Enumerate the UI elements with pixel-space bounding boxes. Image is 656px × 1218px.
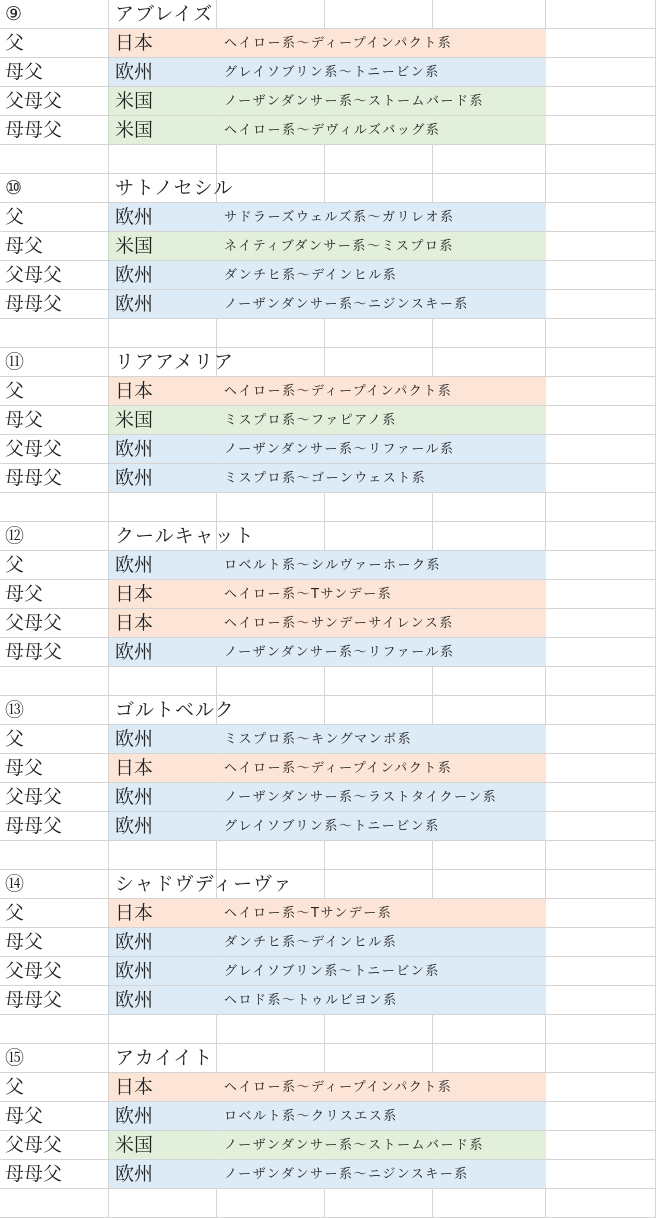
cell[interactable] — [109, 319, 217, 348]
cell[interactable] — [433, 493, 546, 522]
sire-line-text: ノーザンダンサー系～ストームバード系 — [224, 94, 484, 109]
horse-number: ⑩ — [5, 177, 23, 199]
pedigree-label-cell[interactable] — [0, 754, 109, 783]
pedigree-label: 父母父 — [5, 264, 63, 286]
cell[interactable] — [546, 319, 656, 348]
sire-line-text: ネイティブダンサー系～ミスプロ系 — [224, 239, 454, 254]
blank-row — [0, 1189, 656, 1218]
cell[interactable] — [433, 870, 546, 899]
sire-line-text: グレイソブリン系～トニービン系 — [224, 65, 440, 80]
pedigree-label: 母母父 — [5, 467, 63, 489]
cell[interactable] — [433, 841, 546, 870]
pedigree-row — [0, 638, 656, 667]
horse-number-cell[interactable] — [0, 1044, 109, 1073]
pedigree-label: 父 — [5, 902, 25, 924]
cell[interactable] — [546, 638, 656, 667]
pedigree-label-cell[interactable] — [0, 1160, 109, 1189]
cell[interactable] — [325, 696, 433, 725]
pedigree-label-cell[interactable] — [0, 29, 109, 58]
region-label: 日本 — [115, 902, 154, 924]
cell[interactable] — [546, 899, 656, 928]
pedigree-label-cell[interactable] — [0, 1131, 109, 1160]
region-label: 欧州 — [115, 1105, 154, 1127]
sire-line-text: ノーザンダンサー系～ラストタイクーン系 — [224, 790, 498, 805]
pedigree-label-cell[interactable] — [0, 812, 109, 841]
sire-line-text: ヘイロー系～ディープインパクト系 — [224, 1080, 453, 1095]
pedigree-label-cell[interactable] — [0, 551, 109, 580]
pedigree-label-cell[interactable] — [0, 464, 109, 493]
region-fill-cell[interactable] — [433, 812, 546, 841]
pedigree-label: 父 — [5, 728, 25, 750]
pedigree-row — [0, 812, 656, 841]
cell[interactable] — [325, 1044, 433, 1073]
sire-line-text: ノーザンダンサー系～ニジンスキー系 — [224, 1167, 469, 1182]
pedigree-label-cell[interactable] — [0, 203, 109, 232]
cell[interactable] — [546, 725, 656, 754]
sire-line-text: ノーザンダンサー系～リファール系 — [224, 442, 455, 457]
region-label: 欧州 — [115, 438, 154, 460]
sire-line-text: ヘイロー系～Tサンデー系 — [224, 906, 393, 921]
horse-title-row — [0, 696, 656, 725]
cell[interactable] — [109, 493, 217, 522]
region-label: 欧州 — [115, 61, 154, 83]
cell[interactable] — [433, 174, 546, 203]
pedigree-label: 母母父 — [5, 641, 63, 663]
cell[interactable] — [0, 1015, 109, 1044]
pedigree-label: 母母父 — [5, 1163, 63, 1185]
cell[interactable] — [546, 493, 656, 522]
pedigree-label: 母父 — [5, 931, 44, 953]
cell[interactable] — [0, 841, 109, 870]
pedigree-row — [0, 29, 656, 58]
pedigree-row — [0, 290, 656, 319]
region-label: 米国 — [115, 235, 154, 257]
cell[interactable] — [433, 1015, 546, 1044]
cell[interactable] — [546, 1073, 656, 1102]
cell[interactable] — [546, 870, 656, 899]
cell[interactable] — [546, 145, 656, 174]
cell[interactable] — [546, 232, 656, 261]
pedigree-label: 母母父 — [5, 989, 63, 1011]
cell[interactable] — [217, 841, 325, 870]
cell[interactable] — [217, 319, 325, 348]
pedigree-row — [0, 580, 656, 609]
region-fill-cell[interactable] — [433, 406, 546, 435]
region-label: 米国 — [115, 90, 154, 112]
horse-title-row — [0, 348, 656, 377]
horse-number-cell[interactable] — [0, 696, 109, 725]
cell[interactable] — [546, 58, 656, 87]
cell[interactable] — [546, 406, 656, 435]
region-label: 日本 — [115, 757, 154, 779]
region-label: 欧州 — [115, 554, 154, 576]
region-label: 欧州 — [115, 264, 154, 286]
cell[interactable] — [433, 667, 546, 696]
cell[interactable] — [109, 1015, 217, 1044]
pedigree-row — [0, 754, 656, 783]
pedigree-row — [0, 783, 656, 812]
cell[interactable] — [325, 1189, 433, 1218]
region-fill-cell[interactable] — [433, 986, 546, 1015]
cell[interactable] — [109, 1189, 217, 1218]
cell[interactable] — [325, 841, 433, 870]
region-label: 日本 — [115, 1076, 154, 1098]
sire-line-text: ヘイロー系～サンデーサイレンス系 — [224, 616, 454, 631]
sire-line-text: ヘイロー系～Tサンデー系 — [224, 587, 393, 602]
cell[interactable] — [433, 1189, 546, 1218]
pedigree-label-cell[interactable] — [0, 609, 109, 638]
pedigree-label-cell[interactable] — [0, 58, 109, 87]
cell[interactable] — [433, 696, 546, 725]
region-label: 欧州 — [115, 728, 154, 750]
cell[interactable] — [546, 348, 656, 377]
cell[interactable] — [546, 928, 656, 957]
pedigree-label: 母母父 — [5, 293, 63, 315]
horse-name: アブレイズ — [115, 3, 214, 25]
region-fill-cell[interactable] — [433, 928, 546, 957]
cell[interactable] — [546, 957, 656, 986]
pedigree-label-cell[interactable] — [0, 580, 109, 609]
sire-line-text: ノーザンダンサー系～ストームバード系 — [224, 1138, 484, 1153]
pedigree-row — [0, 551, 656, 580]
pedigree-label-cell[interactable] — [0, 928, 109, 957]
cell[interactable] — [217, 667, 325, 696]
horse-name: サトノセシル — [115, 177, 234, 199]
pedigree-label: 父母父 — [5, 438, 63, 460]
horse-title-row — [0, 174, 656, 203]
pedigree-label: 父 — [5, 380, 25, 402]
pedigree-row — [0, 261, 656, 290]
pedigree-label: 母父 — [5, 1105, 44, 1127]
region-label: 欧州 — [115, 1163, 154, 1185]
pedigree-label-cell[interactable] — [0, 377, 109, 406]
sire-line-text: ミスプロ系～ゴーンウェスト系 — [224, 471, 427, 486]
horse-number-cell[interactable] — [0, 0, 109, 29]
region-label: 欧州 — [115, 989, 154, 1011]
region-label: 欧州 — [115, 641, 154, 663]
pedigree-row — [0, 928, 656, 957]
pedigree-row — [0, 899, 656, 928]
region-fill-cell[interactable] — [433, 1102, 546, 1131]
region-label: 日本 — [115, 380, 154, 402]
region-label: 米国 — [115, 119, 154, 141]
pedigree-label-cell[interactable] — [0, 638, 109, 667]
region-fill-cell[interactable] — [433, 464, 546, 493]
pedigree-label-cell[interactable] — [0, 1073, 109, 1102]
horse-name: アカイイト — [115, 1047, 214, 1069]
cell[interactable] — [546, 290, 656, 319]
cell[interactable] — [325, 0, 433, 29]
cell[interactable] — [546, 986, 656, 1015]
pedigree-label-cell[interactable] — [0, 783, 109, 812]
horse-number: ⑪ — [5, 351, 25, 373]
region-label: 欧州 — [115, 467, 154, 489]
cell[interactable] — [546, 435, 656, 464]
sire-line-text: ノーザンダンサー系～リファール系 — [224, 645, 455, 660]
cell[interactable] — [546, 377, 656, 406]
pedigree-label: 母母父 — [5, 119, 63, 141]
region-fill-cell[interactable] — [433, 116, 546, 145]
pedigree-row — [0, 957, 656, 986]
region-fill-cell[interactable] — [433, 261, 546, 290]
sire-line-text: ミスプロ系～キングマンボ系 — [224, 732, 413, 747]
region-fill-cell[interactable] — [433, 725, 546, 754]
pedigree-label: 母父 — [5, 61, 44, 83]
horse-number: ⑭ — [5, 873, 25, 895]
pedigree-label: 母父 — [5, 409, 44, 431]
horse-title-row — [0, 0, 656, 29]
pedigree-label-cell[interactable] — [0, 116, 109, 145]
cell[interactable] — [325, 522, 433, 551]
pedigree-row — [0, 1073, 656, 1102]
cell[interactable] — [217, 493, 325, 522]
cell[interactable] — [433, 145, 546, 174]
blank-row — [0, 841, 656, 870]
sire-line-text: ヘロド系～トゥルビヨン系 — [224, 993, 398, 1008]
cell[interactable] — [546, 1131, 656, 1160]
pedigree-label-cell[interactable] — [0, 1102, 109, 1131]
cell[interactable] — [325, 667, 433, 696]
pedigree-row — [0, 435, 656, 464]
cell[interactable] — [433, 522, 546, 551]
cell[interactable] — [546, 1102, 656, 1131]
pedigree-label-cell[interactable] — [0, 986, 109, 1015]
pedigree-row — [0, 725, 656, 754]
cell[interactable] — [109, 145, 217, 174]
region-label: 欧州 — [115, 931, 154, 953]
pedigree-label-cell[interactable] — [0, 261, 109, 290]
sire-line-text: ヘイロー系～ディープインパクト系 — [224, 384, 453, 399]
sire-line-text: サドラーズウェルズ系～ガリレオ系 — [224, 210, 455, 225]
pedigree-label: 父母父 — [5, 90, 63, 112]
horse-name: ゴルトベルク — [115, 699, 235, 721]
cell[interactable] — [217, 145, 325, 174]
cell[interactable] — [325, 493, 433, 522]
pedigree-label-cell[interactable] — [0, 290, 109, 319]
region-fill-cell[interactable] — [433, 551, 546, 580]
horse-number: ⑬ — [5, 699, 25, 721]
cell[interactable] — [109, 841, 217, 870]
horse-name: リアアメリア — [115, 351, 234, 373]
cell[interactable] — [0, 145, 109, 174]
blank-row — [0, 1015, 656, 1044]
pedigree-row — [0, 1131, 656, 1160]
pedigree-label: 父 — [5, 1076, 25, 1098]
cell[interactable] — [0, 493, 109, 522]
sire-line-text: ヘイロー系～デヴィルズバッグ系 — [224, 123, 441, 138]
pedigree-label: 父 — [5, 554, 25, 576]
blank-row — [0, 145, 656, 174]
blank-row — [0, 319, 656, 348]
cell[interactable] — [546, 1015, 656, 1044]
pedigree-row — [0, 377, 656, 406]
pedigree-label: 父 — [5, 32, 25, 54]
region-fill-cell[interactable] — [433, 899, 546, 928]
pedigree-row — [0, 406, 656, 435]
cell[interactable] — [546, 754, 656, 783]
region-label: 日本 — [115, 583, 154, 605]
horse-number-cell[interactable] — [0, 522, 109, 551]
cell[interactable] — [0, 1189, 109, 1218]
region-fill-cell[interactable] — [433, 957, 546, 986]
sire-line-text: ロベルト系～クリスエス系 — [224, 1109, 398, 1124]
sire-line-text: ミスプロ系～ファピアノ系 — [224, 413, 397, 428]
pedigree-label-cell[interactable] — [0, 957, 109, 986]
cell[interactable] — [546, 580, 656, 609]
cell[interactable] — [325, 348, 433, 377]
cell[interactable] — [546, 203, 656, 232]
horse-number-cell[interactable] — [0, 348, 109, 377]
sire-line-text: グレイソブリン系～トニービン系 — [224, 819, 440, 834]
region-fill-cell[interactable] — [433, 580, 546, 609]
cell[interactable] — [433, 348, 546, 377]
blank-row — [0, 493, 656, 522]
pedigree-row — [0, 116, 656, 145]
blank-row — [0, 667, 656, 696]
pedigree-label: 父母父 — [5, 960, 63, 982]
cell[interactable] — [433, 0, 546, 29]
sire-line-text: グレイソブリン系～トニービン系 — [224, 964, 440, 979]
pedigree-label-cell[interactable] — [0, 435, 109, 464]
region-label: 米国 — [115, 409, 154, 431]
cell[interactable] — [325, 319, 433, 348]
horse-title-row — [0, 1044, 656, 1073]
cell[interactable] — [546, 841, 656, 870]
region-label: 米国 — [115, 1134, 154, 1156]
pedigree-label: 父母父 — [5, 1134, 63, 1156]
region-label: 欧州 — [115, 815, 154, 837]
pedigree-label-cell[interactable] — [0, 725, 109, 754]
cell[interactable] — [546, 261, 656, 290]
cell[interactable] — [546, 783, 656, 812]
cell[interactable] — [0, 319, 109, 348]
cell[interactable] — [433, 1044, 546, 1073]
region-label: 欧州 — [115, 206, 154, 228]
cell[interactable] — [546, 812, 656, 841]
sire-line-text: ヘイロー系～ディープインパクト系 — [224, 761, 453, 776]
pedigree-row — [0, 1160, 656, 1189]
pedigree-row — [0, 87, 656, 116]
region-label: 欧州 — [115, 786, 154, 808]
cell[interactable] — [325, 1015, 433, 1044]
cell[interactable] — [546, 696, 656, 725]
horse-name: シャドヴディーヴァ — [115, 873, 293, 895]
cell[interactable] — [0, 667, 109, 696]
cell[interactable] — [433, 319, 546, 348]
sire-line-text: ロベルト系～シルヴァーホーク系 — [224, 558, 442, 573]
pedigree-label-cell[interactable] — [0, 87, 109, 116]
cell[interactable] — [217, 1015, 325, 1044]
cell[interactable] — [325, 174, 433, 203]
sire-line-text: ダンチヒ系～デインヒル系 — [224, 935, 398, 950]
cell[interactable] — [217, 1044, 325, 1073]
pedigree-label-cell[interactable] — [0, 899, 109, 928]
cell[interactable] — [325, 145, 433, 174]
region-label: 欧州 — [115, 293, 154, 315]
pedigree-label: 父 — [5, 206, 25, 228]
region-label: 日本 — [115, 612, 154, 634]
cell[interactable] — [217, 0, 325, 29]
horse-title-row — [0, 522, 656, 551]
pedigree-row — [0, 986, 656, 1015]
cell[interactable] — [546, 464, 656, 493]
pedigree-label: 母父 — [5, 235, 44, 257]
pedigree-label: 母父 — [5, 757, 44, 779]
region-label: 日本 — [115, 32, 154, 54]
horse-number-cell[interactable] — [0, 174, 109, 203]
pedigree-label-cell[interactable] — [0, 232, 109, 261]
pedigree-row — [0, 609, 656, 638]
pedigree-label: 母父 — [5, 583, 44, 605]
region-fill-cell[interactable] — [433, 58, 546, 87]
pedigree-label: 母母父 — [5, 815, 63, 837]
cell[interactable] — [546, 551, 656, 580]
cell[interactable] — [325, 870, 433, 899]
cell[interactable] — [217, 1189, 325, 1218]
pedigree-row — [0, 464, 656, 493]
horse-number: ⑮ — [5, 1047, 25, 1069]
cell[interactable] — [546, 116, 656, 145]
cell[interactable] — [546, 87, 656, 116]
horse-number: ⑨ — [5, 3, 23, 25]
cell[interactable] — [546, 667, 656, 696]
cell[interactable] — [546, 522, 656, 551]
cell[interactable] — [109, 667, 217, 696]
pedigree-label-cell[interactable] — [0, 406, 109, 435]
cell[interactable] — [546, 1160, 656, 1189]
pedigree-row — [0, 58, 656, 87]
horse-title-row — [0, 870, 656, 899]
region-label: 欧州 — [115, 960, 154, 982]
sire-line-text: ヘイロー系～ディープインパクト系 — [224, 36, 453, 51]
sire-line-text: ダンチヒ系～デインヒル系 — [224, 268, 398, 283]
pedigree-label: 父母父 — [5, 786, 63, 808]
pedigree-label: 父母父 — [5, 612, 63, 634]
horse-name: クールキャット — [115, 525, 255, 547]
pedigree-row — [0, 232, 656, 261]
horse-number: ⑫ — [5, 525, 25, 547]
horse-number-cell[interactable] — [0, 870, 109, 899]
cell[interactable] — [546, 174, 656, 203]
cell[interactable] — [546, 609, 656, 638]
cell[interactable] — [546, 0, 656, 29]
pedigree-row — [0, 203, 656, 232]
pedigree-row — [0, 1102, 656, 1131]
cell[interactable] — [546, 1044, 656, 1073]
sire-line-text: ノーザンダンサー系～ニジンスキー系 — [224, 297, 469, 312]
cell[interactable] — [546, 1189, 656, 1218]
cell[interactable] — [546, 29, 656, 58]
